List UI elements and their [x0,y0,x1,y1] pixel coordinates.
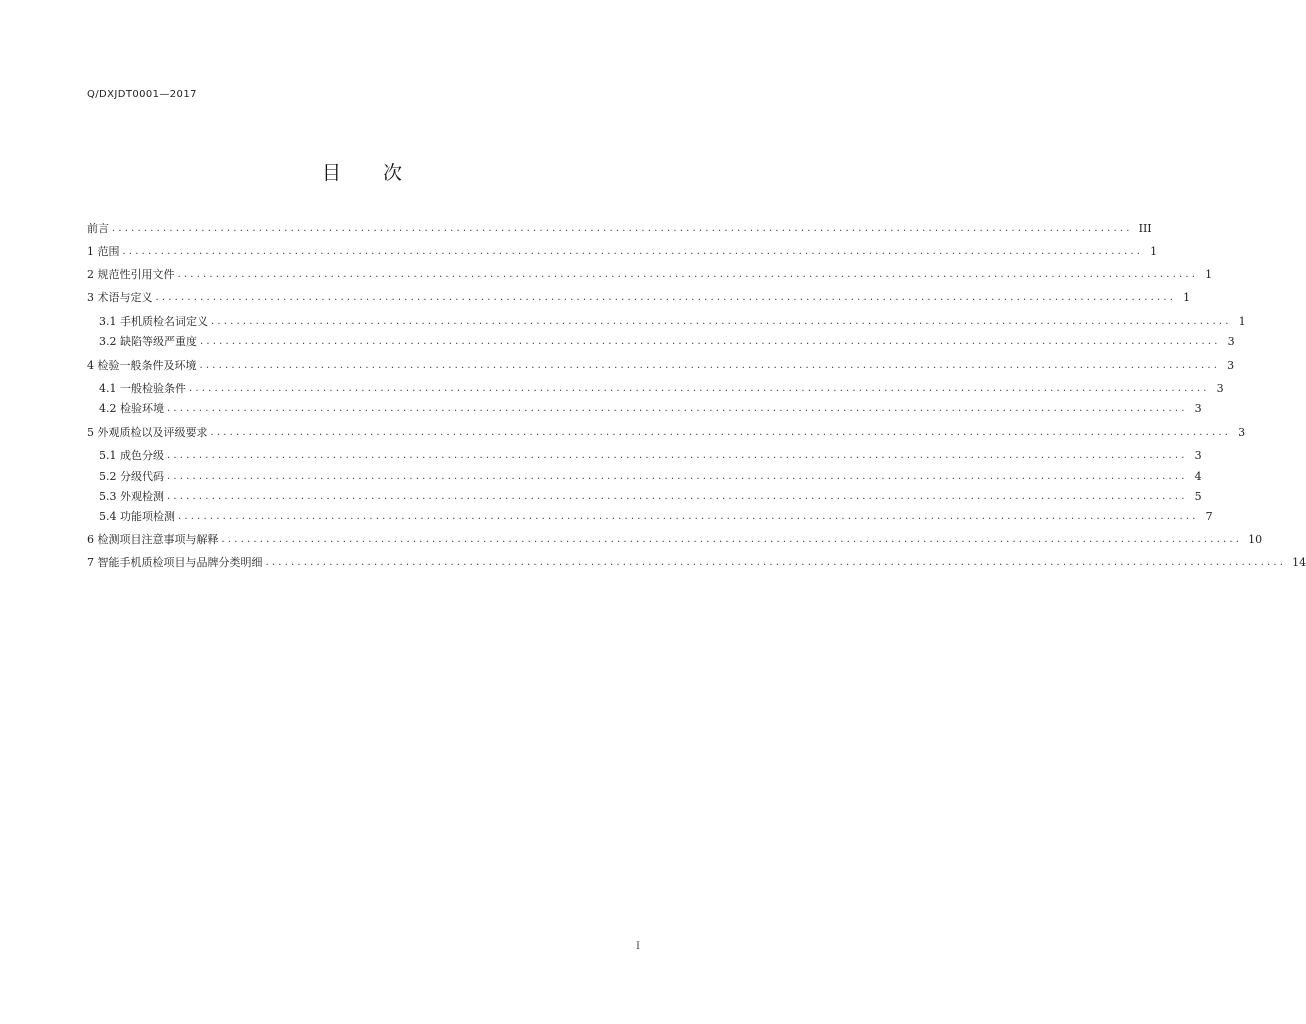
toc-entry-page: 1 [1238,315,1246,328]
toc-leader-dots: ................................................................................................................................................................ [167,403,1188,414]
toc-entry-label: 5.2 分级代码 [99,470,164,483]
toc-leader-dots: ................................................................................................................................................................ [178,511,1199,522]
toc-entry-5[interactable] [87,424,1246,440]
page-title [0,158,724,185]
toc-entry-page: 3 [1194,402,1202,415]
toc-leader-dots: ................................................................................................................................................................ [112,223,1133,234]
toc-entry-label: 4.2 检验环境 [99,402,164,415]
toc-entry-page: 1 [1183,291,1191,304]
toc-entry-preface[interactable] [87,220,1152,236]
toc-entry-4-2[interactable] [99,400,1202,416]
toc-entry-page: III [1138,222,1152,235]
toc-leader-dots: ................................................................................................................................................................ [200,336,1221,347]
toc-entry-label: 4.1 一般检验条件 [99,382,186,395]
toc-entry-page: 10 [1248,533,1263,546]
toc-entry-label: 5 外观质检以及评级要求 [87,426,208,439]
toc-leader-dots: ................................................................................................................................................................ [155,292,1177,303]
toc-entry-page: 3 [1216,382,1224,395]
toc-entry-label: 4 检验一般条件及环境 [87,359,197,372]
toc-entry-5-3[interactable] [99,488,1202,504]
toc-entry-page: 1 [1205,268,1213,281]
toc-entry-1[interactable] [87,243,1158,259]
footer-page-number: I [636,941,640,952]
toc-entry-page: 1 [1150,245,1158,258]
toc-entry-label: 3.1 手机质检名词定义 [99,315,208,328]
toc-entry-label: 7 智能手机质检项目与品牌分类明细 [87,556,263,569]
toc-entry-page: 7 [1205,510,1213,523]
toc-entry-2[interactable] [87,266,1213,282]
toc-entry-4-1[interactable] [99,380,1224,396]
toc-leader-dots: ................................................................................................................................................................ [221,534,1243,545]
toc-entry-page: 4 [1194,470,1202,483]
toc-leader-dots: ................................................................................................................................................................ [199,360,1221,371]
toc-entry-label: 6 检测项目注意事项与解释 [87,533,219,546]
toc-leader-dots: ................................................................................................................................................................ [265,557,1287,568]
title-char-1: 目 [321,162,341,184]
toc-entry-3-2[interactable] [99,333,1235,349]
title-char-2: 次 [383,162,403,184]
toc-leader-dots: ................................................................................................................................................................ [167,491,1188,502]
toc-entry-page: 5 [1194,490,1202,503]
toc-entry-label: 5.1 成色分级 [99,449,164,462]
toc-entry-page: 14 [1292,556,1306,569]
toc-entry-page: 3 [1227,335,1235,348]
toc-entry-page: 3 [1238,426,1246,439]
toc-entry-label: 3.2 缺陷等级严重度 [99,335,197,348]
toc-entry-label: 1 范围 [87,245,120,258]
toc-entry-6[interactable] [87,531,1263,547]
toc-entry-3-1[interactable] [99,313,1246,329]
toc-leader-dots: ................................................................................................................................................................ [189,383,1210,394]
toc-entry-4[interactable] [87,357,1235,373]
toc-entry-label: 2 规范性引用文件 [87,268,175,281]
toc-entry-5-2[interactable] [99,468,1202,484]
toc-entry-3[interactable] [87,289,1191,305]
toc-leader-dots: ................................................................................................................................................................ [211,316,1232,327]
toc-leader-dots: ................................................................................................................................................................ [177,269,1199,280]
toc-entry-page: 3 [1194,449,1202,462]
toc-entry-label: 3 术语与定义 [87,291,153,304]
toc-entry-5-1[interactable] [99,447,1202,463]
toc-entry-label: 5.3 外观检测 [99,490,164,503]
toc-leader-dots: ................................................................................................................................................................ [167,450,1188,461]
toc-leader-dots: ................................................................................................................................................................ [167,471,1188,482]
toc-entry-label: 5.4 功能项检测 [99,510,175,523]
toc-leader-dots: ................................................................................................................................................................ [122,246,1144,257]
toc-entry-label: 前言 [87,222,109,235]
toc-entry-page: 3 [1227,359,1235,372]
document-code: Q/DXJDT0001—2017 [87,89,197,100]
toc-entry-7[interactable] [87,554,1306,570]
toc-entry-5-4[interactable] [99,508,1213,524]
toc-leader-dots: ................................................................................................................................................................ [210,427,1232,438]
